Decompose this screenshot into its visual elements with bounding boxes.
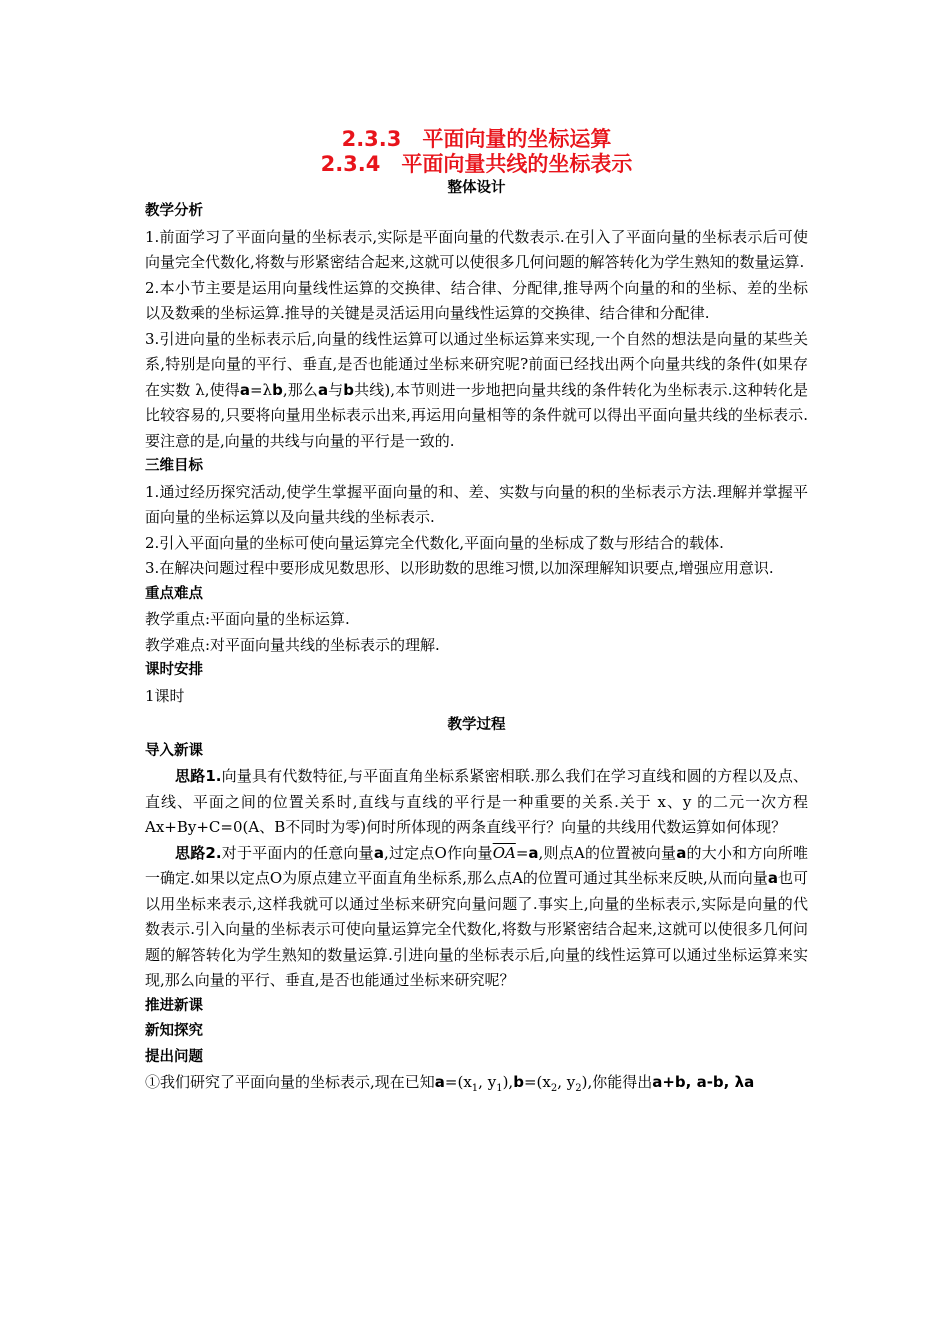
question-1: ①我们研究了平面向量的坐标表示,现在已知$a=(x_1$, $y_1),b=(x_2$, $y_2$),你能得出a+b, a-b, λa bbox=[145, 1073, 755, 1094]
heading-question: 提出问题 bbox=[145, 1048, 203, 1065]
vector-oa: $\overline{OA}$ bbox=[492, 843, 516, 862]
heading-intro: 导入新课 bbox=[145, 742, 203, 759]
key-point-1: 教学重点:平面向量的坐标运算. bbox=[145, 610, 350, 628]
goals-paragraph-2: 2.引入平面向量的坐标可使向量运算完全代数化,平面向量的坐标成了数与形结合的载体. bbox=[145, 533, 724, 552]
subtitle: 整体设计 bbox=[447, 180, 506, 196]
goals-paragraph-3: 3.在解决问题过程中要形成见数思形、以形助数的思维习惯,以加深理解知识要点,增强应用意识. bbox=[145, 559, 774, 577]
title-line-2: 2.3.4 平面向量共线的坐标表示 bbox=[320, 152, 633, 176]
heading-analysis: 教学分析 bbox=[145, 203, 203, 219]
heading-process: 教学过程 bbox=[447, 717, 506, 733]
document-body bbox=[145, 127, 808, 1096]
analysis-paragraph-3: 3.引进向量的坐标表示后,向量的线性运算可以通过坐标运算来实现,一个自然的想法是向量的某些关系,特别是向量的平行、垂直,是否也能通过坐标来研究呢?前面已经找出两个向量共线的条件(如果存在实数 λ,使得a=λb,那么a与b共线),本节则进一步地把向量共线的条件转化为坐标表示.这种转化是比较容易的,只要将向量用坐标表示出来,再运用向量相等的条件就可以得出平面向量共线的坐标表示.要注意的是,向量的共线与向量的平行是一致的. bbox=[145, 329, 808, 450]
heading-advance: 推进新课 bbox=[145, 997, 203, 1014]
goals-paragraph-1: 1.通过经历探究活动,使学生掌握平面向量的和、差、实数与向量的积的坐标表示方法.理解并掌握平面向量的坐标运算以及向量共线的坐标表示. bbox=[145, 482, 808, 526]
schedule-text: 1课时 bbox=[145, 686, 185, 705]
heading-goals: 三维目标 bbox=[145, 458, 203, 474]
analysis-paragraph-2: 2.本小节主要是运用向量线性运算的交换律、结合律、分配律,推导两个向量的和的坐标、差的坐标以及数乘的坐标运算.推导的关键是灵活运用向量线性运算的交换律、结合律和分配律. bbox=[145, 278, 808, 322]
key-point-2: 教学难点:对平面向量共线的坐标表示的理解. bbox=[145, 635, 440, 654]
heading-schedule: 课时安排 bbox=[145, 662, 203, 678]
title-line-1: 2.3.3 平面向量的坐标运算 bbox=[341, 127, 612, 151]
heading-key-points: 重点难点 bbox=[145, 585, 203, 602]
idea-1-paragraph: 思路1.向量具有代数特征,与平面直角坐标系紧密相联.那么我们在学习直线和圆的方程以及点、直线、平面之间的位置关系时,直线与直线的平行是一种重要的关系.关于 x、y 的二元一次方程Ax+By+C=0(A、B不同时为零)何时所体现的两条直线平行？向量的共线用代数运算如何体现？ bbox=[145, 767, 808, 836]
idea-2-paragraph: 思路2.对于平面内的任意向量a,过定点O作向量$\overline{OA}=a$,则点A的位置被向量a的大小和方向所唯一确定.如果以定点O为原点建立平面直角坐标系,那么点A的位置可通过其坐标来反映,从而向量a也可以用坐标来表示,这样我就可以通过坐标来研究向量问题了.事实上,向量的坐标表示,实际是向量的代数表示.引入向量的坐标表示可使向量运算完全代数化,将数与形紧密结合起来,这就可以使很多几何问题的解答转化为学生熟知的数量运算.引进向量的坐标表示后,向量的线性运算可以通过坐标运算来实现,那么向量的平行、垂直,是否也能通过坐标来研究呢？ bbox=[145, 843, 808, 989]
heading-explore: 新知探究 bbox=[145, 1023, 203, 1039]
analysis-paragraph-1: 1.前面学习了平面向量的坐标表示,实际是平面向量的代数表示.在引入了平面向量的坐标表示后可使向量完全代数化,将数与形紧密结合起来,这就可以使很多几何问题的解答转化为学生熟知的数量运算. bbox=[145, 227, 808, 271]
